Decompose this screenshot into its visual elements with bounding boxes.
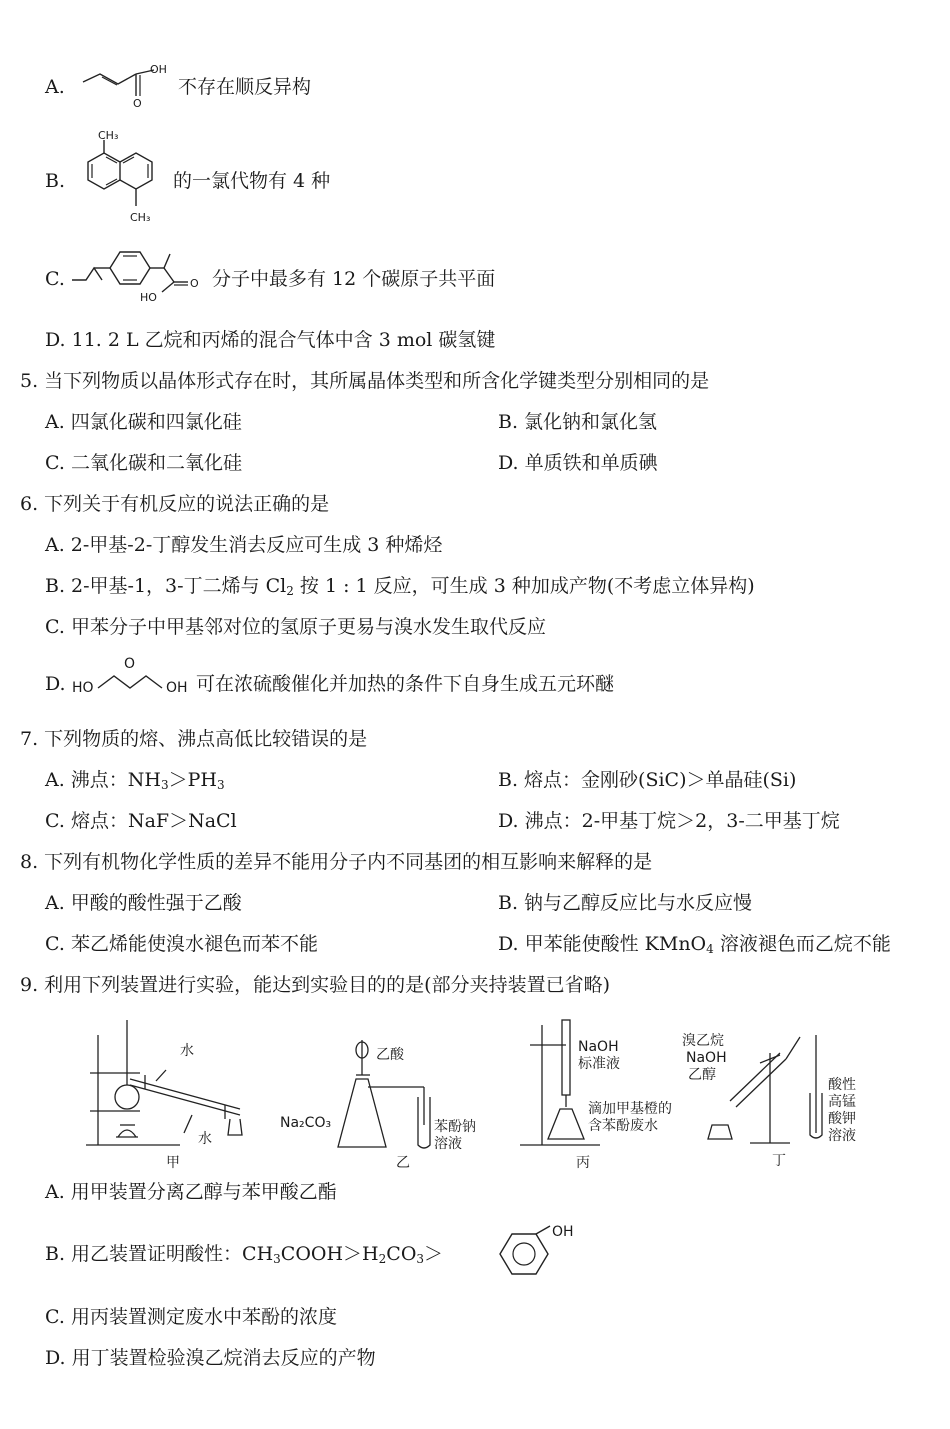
q5-option-b: B. 氯化钠和氯化氢 bbox=[498, 411, 658, 433]
q7-a-sub1: 3 bbox=[161, 778, 169, 792]
q8-option-c: C. 苯乙烯能使溴水褪色而苯不能 bbox=[45, 933, 318, 955]
q9-stem: 9. 利用下列装置进行实验，能达到实验目的的是(部分夹持装置已省略) bbox=[20, 974, 610, 996]
q6-option-d-letter: D. bbox=[45, 673, 66, 695]
q9-option-b bbox=[45, 1241, 443, 1267]
q7-a-sub2: 3 bbox=[217, 778, 225, 792]
ibuprofen-structure bbox=[70, 244, 210, 308]
jia-water-top-label: 水 bbox=[180, 1043, 194, 1059]
ding-kmno4-label-1: 酸性 bbox=[828, 1077, 856, 1093]
q6-stem: 6. 下列关于有机反应的说法正确的是 bbox=[20, 493, 330, 515]
ding-label: 丁 bbox=[772, 1153, 786, 1169]
q4-option-a-text: 不存在顺反异构 bbox=[178, 76, 312, 98]
ch3-bottom-label: CH₃ bbox=[130, 211, 151, 224]
q6-b-post: 按 1 : 1 反应，可生成 3 种加成产物(不考虑立体异构) bbox=[293, 575, 755, 597]
q9-b-sub2: 2 bbox=[378, 1252, 387, 1266]
q9-b-post: ＞ bbox=[424, 1243, 444, 1265]
q4-option-c-text: 分子中最多有 12 个碳原子共平面 bbox=[212, 268, 496, 290]
yi-na2co3-label: Na₂CO₃ bbox=[280, 1115, 332, 1131]
q5-option-d: D. 单质铁和单质碘 bbox=[498, 452, 658, 474]
crotonic-acid-structure bbox=[80, 60, 180, 110]
oh-label: OH bbox=[166, 680, 188, 696]
q5-stem: 5. 当下列物质以晶体形式存在时，其所属晶体类型和所含化学键类型分别相同的是 bbox=[20, 370, 710, 392]
q9-option-a: A. 用甲装置分离乙醇与苯甲酸乙酯 bbox=[45, 1181, 337, 1203]
q4-option-b-text: 的一氯代物有 4 种 bbox=[173, 170, 331, 192]
oh-label: OH bbox=[150, 63, 167, 76]
dihydroxyacetone-structure bbox=[72, 656, 196, 702]
q4-option-c-letter: C. bbox=[45, 268, 65, 290]
q9-b-pre: B. 用乙装置证明酸性：CH bbox=[45, 1243, 274, 1265]
ding-reagent-label-1: 溴乙烷 bbox=[682, 1033, 724, 1049]
q8-option-d bbox=[498, 931, 891, 957]
q5-option-a: A. 四氯化碳和四氯化硅 bbox=[45, 411, 242, 433]
jia-label: 甲 bbox=[166, 1155, 180, 1171]
bing-naoh-label-1: NaOH bbox=[578, 1039, 619, 1055]
q9-b-mid1: COOH＞H bbox=[280, 1243, 379, 1265]
q6-option-c: C. 甲苯分子中甲基邻对位的氢原子更易与溴水发生取代反应 bbox=[45, 616, 546, 638]
q5-option-c: C. 二氧化碳和二氧化硅 bbox=[45, 452, 242, 474]
q8-stem: 8. 下列有机物化学性质的差异不能用分子内不同基团的相互影响来解释的是 bbox=[20, 851, 653, 873]
q7-stem: 7. 下列物质的熔、沸点高低比较错误的是 bbox=[20, 728, 368, 750]
yi-acid-label: 乙酸 bbox=[376, 1047, 404, 1063]
dimethylnaphthalene-structure bbox=[78, 128, 170, 230]
o-label: O bbox=[190, 277, 199, 290]
q7-option-c: C. 熔点：NaF＞NaCl bbox=[45, 810, 237, 832]
oh-label: OH bbox=[552, 1224, 574, 1240]
yi-phenolate-label-1: 苯酚钠 bbox=[434, 1119, 476, 1135]
o-label: O bbox=[133, 97, 142, 110]
bing-naoh-label-2: 标准液 bbox=[578, 1056, 620, 1072]
ho-label: HO bbox=[72, 680, 94, 696]
q9-option-c: C. 用丙装置测定废水中苯酚的浓度 bbox=[45, 1306, 337, 1328]
bing-label: 丙 bbox=[576, 1155, 590, 1171]
q6-option-d-text: 可在浓硫酸催化并加热的条件下自身生成五元环醚 bbox=[196, 673, 615, 695]
ho-label: HO bbox=[140, 291, 157, 304]
q7-option-d: D. 沸点：2-甲基丁烷＞2，3-二甲基丁烷 bbox=[498, 810, 840, 832]
ding-reagent-label-2: NaOH bbox=[686, 1050, 727, 1066]
q6-b-pre: B. 2-甲基-1，3-丁二烯与 Cl bbox=[45, 575, 287, 597]
q6-option-b bbox=[45, 573, 755, 599]
yi-label: 乙 bbox=[396, 1155, 410, 1171]
ding-kmno4-label-3: 酸钾 bbox=[828, 1111, 856, 1127]
bing-flask-label-2: 含苯酚废水 bbox=[588, 1118, 658, 1134]
ding-reagent-label-3: 乙醇 bbox=[688, 1067, 716, 1083]
q8-option-b: B. 钠与乙醇反应比与水反应慢 bbox=[498, 892, 753, 914]
q9-b-mid2: CO bbox=[386, 1243, 417, 1265]
q8-option-a: A. 甲酸的酸性强于乙酸 bbox=[45, 892, 242, 914]
phenol-structure bbox=[494, 1224, 586, 1280]
o-label: O bbox=[124, 656, 136, 672]
q4-option-b-letter: B. bbox=[45, 170, 66, 192]
q7-option-b: B. 熔点：金刚砂(SiC)＞单晶硅(Si) bbox=[498, 769, 797, 791]
q8-d-sub: 4 bbox=[706, 942, 714, 956]
q9-b-sub3: 3 bbox=[416, 1252, 425, 1266]
ding-kmno4-label-4: 溶液 bbox=[828, 1128, 856, 1144]
q9-option-d: D. 用丁装置检验溴乙烷消去反应的产物 bbox=[45, 1347, 376, 1369]
q8-d-post: 溶液褪色而乙烷不能 bbox=[713, 933, 891, 955]
apparatus-figure bbox=[80, 1015, 880, 1175]
bing-flask-label-1: 滴加甲基橙的 bbox=[588, 1101, 672, 1117]
yi-phenolate-label-2: 溶液 bbox=[434, 1136, 462, 1152]
ch3-top-label: CH₃ bbox=[98, 129, 119, 142]
q4-option-d: D. 11. 2 L 乙烷和丙烯的混合气体中含 3 mol 碳氢键 bbox=[45, 329, 496, 351]
q7-a-pre: A. 沸点：NH bbox=[45, 769, 161, 791]
q9-b-sub1: 3 bbox=[273, 1252, 281, 1266]
q7-a-mid: ＞PH bbox=[168, 769, 217, 791]
jia-water-bottom-label: 水 bbox=[198, 1131, 212, 1147]
q6-b-sub: 2 bbox=[286, 584, 294, 598]
q6-option-a: A. 2-甲基-2-丁醇发生消去反应可生成 3 种烯烃 bbox=[45, 534, 443, 556]
q4-option-a-letter: A. bbox=[45, 76, 65, 98]
q7-option-a bbox=[45, 767, 225, 793]
ding-kmno4-label-2: 高锰 bbox=[828, 1094, 856, 1110]
q8-d-pre: D. 甲苯能使酸性 KMnO bbox=[498, 933, 707, 955]
